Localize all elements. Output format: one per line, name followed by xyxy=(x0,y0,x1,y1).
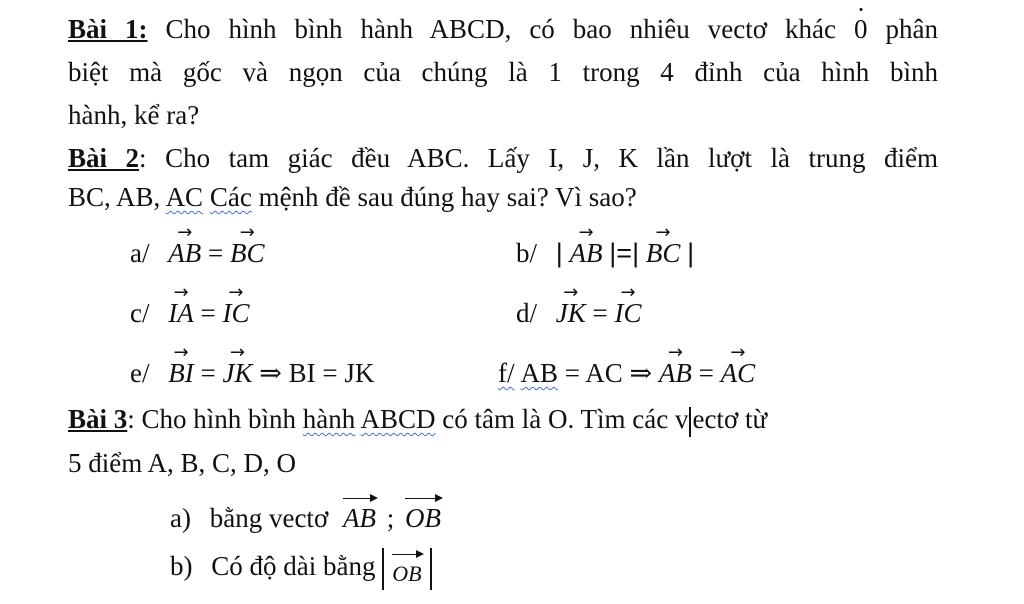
vector-bi: → BI xyxy=(168,356,193,390)
bai3-line1 xyxy=(68,402,767,437)
plain-ab: AB xyxy=(520,358,559,388)
bai2-item-b xyxy=(516,236,694,270)
plain-equality: BI = JK xyxy=(288,358,375,388)
vector-ic: → IC xyxy=(222,296,249,330)
vector-ab-overline: AB xyxy=(343,498,376,535)
equals: = xyxy=(200,298,216,328)
implies-symbol: ⇒ xyxy=(259,358,282,388)
separator: ; xyxy=(386,503,395,533)
bai3-label: Bài 3 xyxy=(68,404,128,434)
vector-ab: → AB xyxy=(570,236,603,270)
bai3-item-a xyxy=(170,498,441,535)
bai3-item-a-label: a) xyxy=(170,503,191,533)
abs-open: | xyxy=(555,238,563,268)
bai3-hanh: hành xyxy=(302,404,356,434)
vector-jk: → JK xyxy=(556,296,586,330)
implies-symbol: ⇒ xyxy=(629,358,653,388)
bai3-item-b xyxy=(170,548,432,590)
vector-ab: → AB xyxy=(659,356,692,390)
bai2-line2 xyxy=(68,180,637,214)
vector-ob: OB xyxy=(392,554,421,591)
bai1-text: Cho hình bình hành ABCD, có bao nhiêu vectơ khác xyxy=(165,14,837,44)
bai2-item-f xyxy=(498,356,755,390)
plain-eq-ac: = AC xyxy=(564,358,623,388)
equals: = xyxy=(208,238,224,268)
bai3-item-b-label: b) xyxy=(170,551,193,582)
bai2-ac: AC xyxy=(165,182,204,212)
bai3-abcd: ABCD xyxy=(360,404,436,434)
item-a-label: a/ xyxy=(130,238,150,268)
vector-ab: → AB xyxy=(168,236,201,270)
equals: = xyxy=(698,358,714,388)
bai1-line3: hành, kể ra? xyxy=(68,100,200,130)
vector-ic: → IC xyxy=(615,296,642,330)
item-c-label: c/ xyxy=(130,298,150,328)
item-d-label: d/ xyxy=(516,298,538,328)
bai1-line1 xyxy=(68,12,938,46)
bai2-item-e xyxy=(130,356,374,390)
bai3-item-b-text: Có độ dài bằng xyxy=(211,551,376,582)
zero-vector: 0 xyxy=(854,14,868,44)
equals: = xyxy=(200,358,216,388)
bai1-end: phân xyxy=(885,14,939,44)
bai2-item-a xyxy=(130,236,265,270)
vector-bc: → BC xyxy=(646,236,681,270)
bai2-cac: Các xyxy=(209,182,252,212)
bai1-line2: biệt mà gốc và ngọn của chúng là 1 trong 4 đỉnh của hình bình xyxy=(68,57,938,87)
bai3-text-b: có tâm là O. Tìm các v xyxy=(442,404,689,434)
bai2-line2-start: BC, AB, xyxy=(68,182,161,212)
bai2-label: Bài 2 xyxy=(68,143,140,173)
bai3-line2: 5 điểm A, B, C, D, O xyxy=(68,448,297,478)
bai3-item-a-text: bằng vectơ xyxy=(209,503,329,533)
abs-equals: |=| xyxy=(609,238,640,268)
item-f-label: f/ xyxy=(498,358,515,388)
bai2-item-c xyxy=(130,296,249,330)
item-e-label: e/ xyxy=(130,358,150,388)
vector-bc: → BC xyxy=(230,236,265,270)
vector-ob-overline: OB xyxy=(405,498,441,535)
bai2-line1 xyxy=(68,141,938,175)
vector-ac: → AC xyxy=(721,356,756,390)
abs-close: | xyxy=(687,238,695,268)
bai3-text-a: : Cho hình bình xyxy=(127,404,297,434)
item-b-label: b/ xyxy=(516,238,538,268)
vector-jk: → JK xyxy=(222,356,252,390)
vector-ob-magnitude xyxy=(382,548,431,590)
equals: = xyxy=(592,298,608,328)
vector-ia: → IA xyxy=(168,296,193,330)
bai1-label: Bài 1: xyxy=(68,14,148,44)
bai2-item-d xyxy=(516,296,642,330)
bai2-line2-rest: mệnh đề sau đúng hay sai? Vì sao? xyxy=(258,182,637,212)
bai2-text: : Cho tam giác đều ABC. Lấy I, J, K lần lượt là trung điểm xyxy=(139,143,938,173)
bai3-text-c: ectơ từ xyxy=(692,404,768,434)
